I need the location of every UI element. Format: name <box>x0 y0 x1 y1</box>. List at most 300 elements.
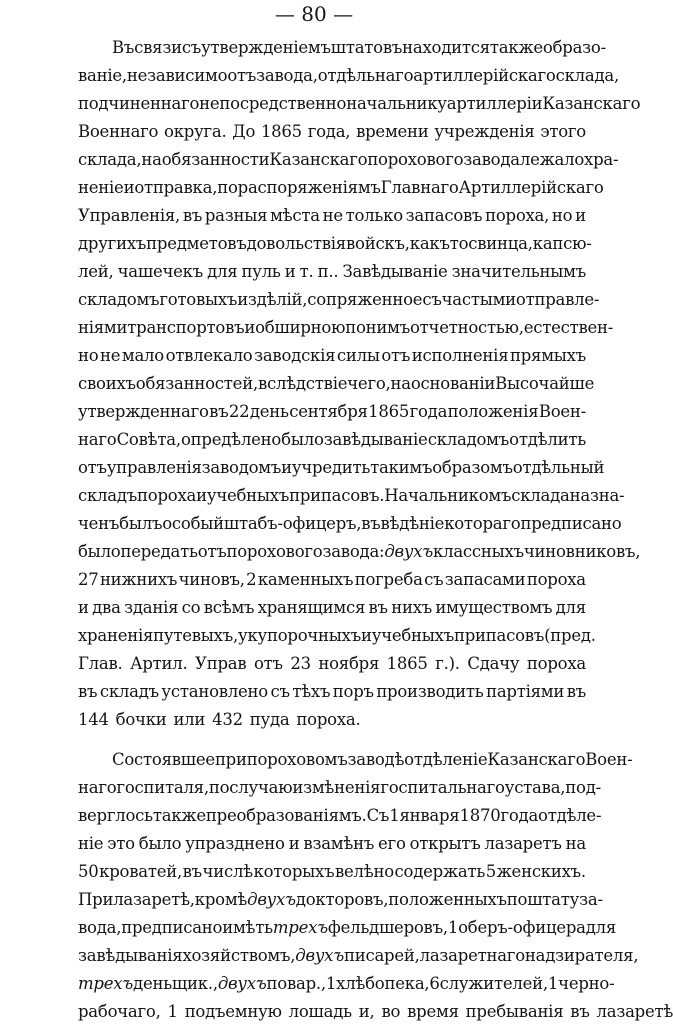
word: 50 <box>78 862 99 881</box>
word: Глав. <box>78 654 123 673</box>
text-line <box>78 706 586 734</box>
word: бочки <box>115 710 167 729</box>
word: и <box>575 206 586 225</box>
word: 23 <box>290 654 311 673</box>
word: съ <box>422 290 442 309</box>
word: въ <box>209 402 229 421</box>
word: въ <box>570 1002 590 1021</box>
word: штабъ-офицеръ, <box>223 514 362 533</box>
word: и <box>284 262 296 281</box>
word: пороховомъ <box>246 750 348 769</box>
word: отъ <box>78 458 107 477</box>
word: черно- <box>558 974 615 993</box>
word: также <box>152 806 206 825</box>
word: чего, <box>347 374 391 393</box>
word: Управ <box>195 654 247 673</box>
word: Совѣта, <box>116 430 181 449</box>
word: склада, <box>555 66 619 85</box>
text-line <box>78 886 603 914</box>
word: подъемную <box>184 1002 282 1021</box>
text-line <box>78 314 614 342</box>
word: въ <box>566 682 586 701</box>
word: года <box>409 402 448 421</box>
word: разныя <box>204 206 268 225</box>
word: транспортовъ <box>127 318 245 337</box>
word: запасами <box>444 570 526 589</box>
word: устава, <box>504 778 566 797</box>
word: складъ <box>78 486 138 505</box>
word: оберъ-офицера <box>458 918 586 937</box>
word: трехъ <box>272 918 328 937</box>
word: года, <box>307 122 351 141</box>
word: склада, <box>78 150 142 169</box>
word: этого <box>540 122 586 141</box>
word: заводомъ <box>201 458 282 477</box>
word: пороха <box>526 570 586 589</box>
word: 1 <box>389 806 400 825</box>
word: 1865 <box>386 654 428 673</box>
word: имѣть <box>222 918 273 937</box>
word: со <box>181 598 201 617</box>
word: во <box>381 1002 401 1021</box>
word: установлено <box>161 682 268 701</box>
word: и <box>78 598 89 617</box>
word: пороха <box>526 654 586 673</box>
word: учредить <box>291 458 371 477</box>
word: лазаретѣ <box>596 1002 673 1021</box>
text-line <box>78 258 586 286</box>
word: ченъ <box>78 514 120 533</box>
word: До <box>232 122 256 141</box>
word: велѣно <box>334 862 394 881</box>
word: съ <box>270 682 290 701</box>
word: служителей, <box>439 974 548 993</box>
text-line <box>78 90 641 118</box>
word: штатовъ <box>330 38 403 57</box>
word: Сдачу <box>467 654 520 673</box>
word: обязанности <box>161 150 270 169</box>
word: учебныхъ <box>206 486 290 505</box>
word: Начальникомъ <box>384 486 512 505</box>
word: частыми <box>441 290 516 309</box>
word: штату <box>527 890 580 909</box>
word: трехъ <box>78 974 134 993</box>
word: времени <box>356 122 429 141</box>
word: завода: <box>322 542 385 561</box>
word: было <box>281 430 324 449</box>
word: съ <box>181 38 202 57</box>
word: предписано <box>121 918 223 937</box>
text-line <box>78 830 586 858</box>
text-line <box>78 622 596 650</box>
word: начальнику <box>346 94 447 113</box>
word: отдѣленіе <box>404 750 488 769</box>
word: войскъ, <box>345 234 410 253</box>
word: зданія <box>124 598 179 617</box>
word: было <box>138 834 182 853</box>
word: по <box>208 778 230 797</box>
word: готовыхъ <box>159 290 238 309</box>
word: и <box>123 178 135 197</box>
word: день <box>249 402 289 421</box>
word: пороха, <box>485 206 550 225</box>
word: хра- <box>584 150 619 169</box>
word: въ <box>368 598 388 617</box>
word: укупорочныхъ <box>237 626 361 645</box>
word: Воен- <box>538 402 586 421</box>
word: путевыхъ, <box>153 626 238 645</box>
word: открытъ <box>409 834 481 853</box>
word: заводскія <box>254 346 336 365</box>
word: года <box>500 806 539 825</box>
word: надзирателя, <box>524 946 639 965</box>
body-text <box>78 34 673 1026</box>
word: распоряженіямъ <box>237 178 381 197</box>
text-line <box>78 538 641 566</box>
word: запасовъ <box>405 206 483 225</box>
word: съ <box>424 570 444 589</box>
word: двухъ <box>295 946 344 965</box>
word: 432 <box>212 710 243 729</box>
word: 6 <box>429 974 440 993</box>
word: также <box>489 38 543 57</box>
word: наго <box>78 778 117 797</box>
word: другихъ <box>78 234 147 253</box>
word: утвержденнаго <box>78 402 209 421</box>
word: отдѣле- <box>538 806 602 825</box>
word: завода <box>463 150 520 169</box>
word: отъ <box>197 542 227 561</box>
word: верглось <box>78 806 153 825</box>
word: положенія <box>447 402 539 421</box>
word: учрежденія <box>434 122 535 141</box>
word: вѣдѣніе <box>380 514 445 533</box>
word: наго <box>78 430 117 449</box>
word: заводѣ <box>347 750 405 769</box>
word: при <box>214 750 247 769</box>
word: по <box>506 890 528 909</box>
word: передать <box>120 542 198 561</box>
word: 1865 <box>368 402 410 421</box>
word: пороха. <box>296 710 361 729</box>
word: отдѣльный <box>512 458 605 477</box>
word: Въ <box>112 38 135 57</box>
word: писарей, <box>343 946 420 965</box>
word: отъ <box>253 654 283 673</box>
text-line <box>78 510 622 538</box>
word: ноября <box>318 654 380 673</box>
word: случаю <box>229 778 293 797</box>
word: предметовъ <box>146 234 247 253</box>
word: или <box>173 710 206 729</box>
text-line <box>78 858 586 886</box>
text-line <box>78 230 592 258</box>
word: было <box>78 542 121 561</box>
word: т. <box>299 262 314 281</box>
word: только <box>345 206 403 225</box>
word: двухъ <box>384 542 434 561</box>
word: склада <box>511 486 570 505</box>
word: повар., <box>266 974 326 993</box>
word: отдѣльнаго <box>317 66 414 85</box>
word: и <box>196 486 207 505</box>
word: образо- <box>542 38 606 57</box>
word: чиновниковъ, <box>523 542 641 561</box>
word: и <box>360 626 372 645</box>
word: Воен- <box>585 750 633 769</box>
text-line <box>78 398 586 426</box>
text-line <box>78 998 673 1026</box>
word: отъ <box>227 66 257 85</box>
word: отправка, <box>134 178 218 197</box>
word: сопряженное <box>307 290 423 309</box>
word: двухъ <box>247 890 296 909</box>
word: его <box>378 834 406 853</box>
word: такимъ <box>370 458 433 477</box>
word: не <box>100 346 121 365</box>
word: нихъ <box>391 598 433 617</box>
text-line <box>78 678 586 706</box>
word: артиллерійскаго <box>413 66 556 85</box>
word: пуда <box>249 710 290 729</box>
word: содержать <box>394 862 486 881</box>
word: котораго <box>444 514 521 533</box>
word: для <box>555 598 586 617</box>
word: 1865 <box>260 122 302 141</box>
word: партіями <box>486 682 565 701</box>
word: хранящимся <box>257 598 366 617</box>
word: мѣста <box>270 206 320 225</box>
word: для <box>207 262 238 281</box>
text-line <box>78 62 619 90</box>
word: Завѣдываніе <box>342 262 448 281</box>
word: естествен- <box>523 318 614 337</box>
word: особый <box>162 514 224 533</box>
word: чашечекъ <box>117 262 203 281</box>
text-line <box>78 426 586 454</box>
word: 27 <box>78 570 99 589</box>
word: сентября <box>289 402 368 421</box>
word: это <box>107 834 135 853</box>
word: припасовъ. <box>289 486 385 505</box>
word: управленія <box>106 458 202 477</box>
word: госпиталя, <box>116 778 209 797</box>
word: Главнаго <box>380 178 459 197</box>
word: складомъ <box>78 290 160 309</box>
word: под- <box>565 778 601 797</box>
word: Военнаго <box>78 122 159 141</box>
word: лазаретъ <box>484 834 562 853</box>
word: нижнихъ <box>99 570 178 589</box>
word: и <box>288 834 300 853</box>
word: ніе <box>78 834 104 853</box>
word: 1 <box>167 1002 178 1021</box>
word: свинца, <box>468 234 533 253</box>
word: чиновъ, <box>178 570 245 589</box>
word: въ <box>78 682 98 701</box>
word: взамѣнъ <box>303 834 375 853</box>
word: порохового <box>367 150 464 169</box>
word: связи <box>134 38 182 57</box>
word: пребыванія <box>465 1002 564 1021</box>
word: порохового <box>226 542 323 561</box>
word: утвержденіемъ <box>201 38 331 57</box>
word: силы <box>336 346 380 365</box>
word: значительнымъ <box>451 262 586 281</box>
word: (пред. <box>544 626 596 645</box>
word: деньщик., <box>133 974 218 993</box>
word: складъ <box>99 682 159 701</box>
word: основаніи <box>410 374 496 393</box>
word: завѣдываніе <box>323 430 428 449</box>
word: довольствія <box>246 234 346 253</box>
word: пороха <box>137 486 197 505</box>
text-line <box>78 746 633 774</box>
text-line <box>78 34 606 62</box>
word: Казанскаго <box>487 750 586 769</box>
word: артиллеріи <box>446 94 543 113</box>
word: г.). <box>435 654 460 673</box>
word: Казанскаго <box>269 150 368 169</box>
word: назна- <box>569 486 625 505</box>
text-line <box>78 146 619 174</box>
word: предписано <box>520 514 622 533</box>
word: Состоявшее <box>112 750 215 769</box>
word: независимо <box>126 66 228 85</box>
word: учебныхъ <box>371 626 454 645</box>
word: время <box>407 1002 459 1021</box>
text-line <box>78 914 617 942</box>
word: классныхъ <box>433 542 524 561</box>
word: ваніе, <box>78 66 127 85</box>
word: два <box>92 598 121 617</box>
word: находится <box>402 38 490 57</box>
word: января <box>399 806 460 825</box>
word: 1 <box>447 918 459 937</box>
word: фельдшеровъ, <box>327 918 448 937</box>
word: для <box>585 918 617 937</box>
word: поръ <box>332 682 374 701</box>
word: 144 <box>78 710 109 729</box>
word: п.. <box>317 262 339 281</box>
word: отвлекало <box>165 346 253 365</box>
text-line <box>78 370 595 398</box>
word: производить <box>376 682 484 701</box>
word: кромѣ <box>194 890 248 909</box>
text-line <box>78 802 602 830</box>
word: то <box>449 234 469 253</box>
text-line <box>78 566 586 594</box>
word: рабочаго, <box>78 1002 161 1021</box>
word: которыхъ <box>253 862 335 881</box>
text-line <box>78 174 604 202</box>
word: вода, <box>78 918 122 937</box>
word: округа. <box>164 122 227 141</box>
word: издѣлій, <box>237 290 308 309</box>
word: отъ <box>381 346 411 365</box>
word: какъ <box>409 234 450 253</box>
word: отправле- <box>515 290 600 309</box>
word: лежало <box>519 150 585 169</box>
text-line <box>78 970 615 998</box>
word: своихъ <box>78 374 136 393</box>
text-line <box>78 342 586 370</box>
word: погреба <box>354 570 423 589</box>
word: вслѣдствіе <box>257 374 348 393</box>
word: нимъ <box>365 318 410 337</box>
text-line <box>78 650 586 678</box>
word: обширною <box>255 318 346 337</box>
word: 2 <box>246 570 257 589</box>
word: завѣдыванія <box>78 946 183 965</box>
text-line <box>78 594 586 622</box>
word: въ <box>361 514 381 533</box>
word: образомъ <box>432 458 513 477</box>
word: обязанностей, <box>135 374 258 393</box>
word: Артил. <box>130 654 188 673</box>
word: госпитальнаго <box>380 778 505 797</box>
word: имуществомъ <box>435 598 553 617</box>
word: за- <box>579 890 603 909</box>
word: и, <box>358 1002 375 1021</box>
word: Артиллерійскаго <box>458 178 604 197</box>
word: лей, <box>78 262 114 281</box>
word: исполненія <box>411 346 509 365</box>
text-line <box>78 482 625 510</box>
word: въ <box>182 862 202 881</box>
word: женскихъ. <box>496 862 586 881</box>
word: подчиненнаго <box>78 94 200 113</box>
word: завода, <box>256 66 318 85</box>
word: измѣненія <box>292 778 381 797</box>
word: не <box>322 206 343 225</box>
page-number: — 80 — <box>274 2 354 26</box>
word: прямыхъ <box>509 346 586 365</box>
word: и <box>281 458 292 477</box>
word: лошадь <box>288 1002 352 1021</box>
word: припасовъ <box>453 626 545 645</box>
text-line <box>78 118 586 146</box>
word: лазаретнаго <box>419 946 525 965</box>
word: При <box>78 890 114 909</box>
word: непосредственно <box>199 94 347 113</box>
word: ніями <box>78 318 128 337</box>
word: преобразованіямъ. <box>205 806 367 825</box>
word: Высочайше <box>495 374 595 393</box>
word: и <box>244 318 256 337</box>
word: 1 <box>325 974 337 993</box>
word: числѣ <box>202 862 253 881</box>
word: на <box>390 374 411 393</box>
word: но <box>551 206 573 225</box>
word: въ <box>182 206 203 225</box>
word: неніе <box>78 178 124 197</box>
word: складомъ <box>427 430 510 449</box>
word: положенныхъ <box>388 890 507 909</box>
word: кроватей, <box>99 862 182 881</box>
word: пуль <box>241 262 281 281</box>
word: лазаретѣ, <box>113 890 195 909</box>
word: капсю- <box>532 234 592 253</box>
word: на <box>565 834 586 853</box>
word: хлѣбопека, <box>336 974 430 993</box>
text-line <box>78 454 605 482</box>
word: всѣмъ <box>203 598 255 617</box>
word: 5 <box>485 862 496 881</box>
word: упразднено <box>185 834 285 853</box>
word: докторовъ, <box>295 890 389 909</box>
word: отдѣлить <box>509 430 586 449</box>
